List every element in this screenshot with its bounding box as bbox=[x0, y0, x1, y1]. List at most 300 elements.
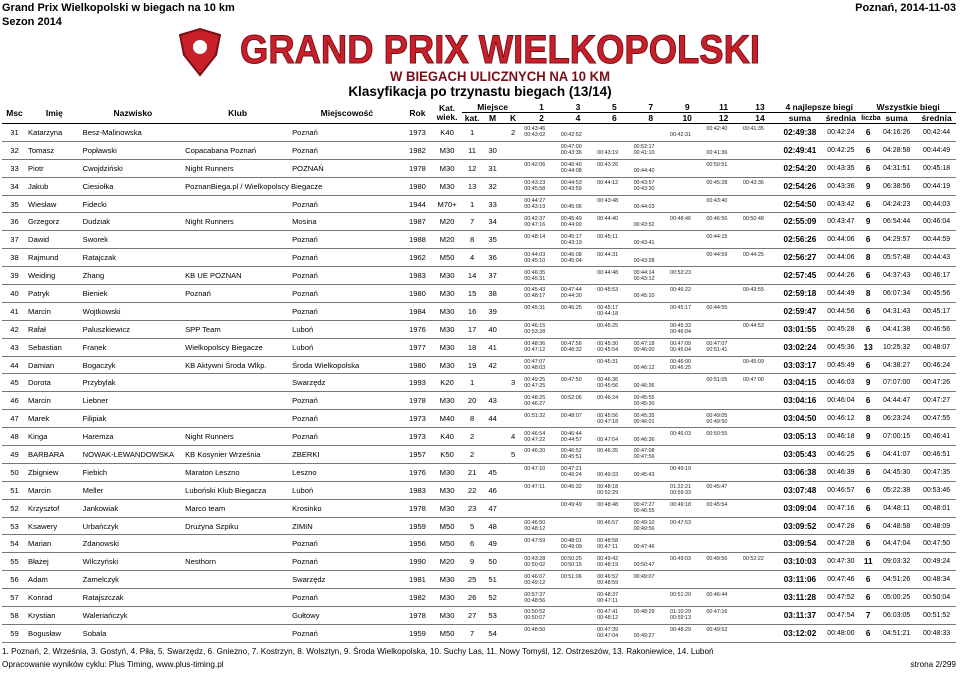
race-number-10: 10 bbox=[682, 113, 692, 123]
cell-miejsce-kat: 23 bbox=[462, 499, 482, 517]
race-time-14 bbox=[743, 454, 777, 460]
cell-miejsce-k bbox=[503, 320, 523, 338]
race-time-14 bbox=[743, 204, 777, 210]
cell-all-sum: 04:41:07 bbox=[876, 446, 917, 464]
race-time-11: 00:44:55 bbox=[706, 305, 728, 312]
cell-race-times bbox=[633, 571, 669, 589]
cell-klub: Poznań bbox=[184, 285, 291, 303]
cell-msc: 59 bbox=[2, 624, 27, 642]
cell-best4-sum: 02:59:47 bbox=[778, 302, 821, 320]
cell-race-times bbox=[705, 499, 741, 517]
cell-race-times bbox=[560, 374, 596, 392]
cell-miejsce-k bbox=[503, 249, 523, 267]
race-time-3: 00:47:44 bbox=[560, 287, 582, 294]
cell-race-times bbox=[633, 446, 669, 464]
cell-race-times bbox=[523, 213, 559, 231]
cell-all-sum: 07:07:00 bbox=[876, 374, 917, 392]
cell-race-times bbox=[669, 517, 705, 535]
cell-all-sum: 06:54:44 bbox=[876, 213, 917, 231]
cell-miejscowosc: Środa Wielkopolska bbox=[291, 356, 403, 374]
cell-miejscowosc: Gułtowy bbox=[291, 607, 403, 625]
cell-race-times bbox=[523, 392, 559, 410]
cell-race-times bbox=[705, 231, 741, 249]
race-time-9: 00:47:09 bbox=[669, 341, 691, 348]
race-time-9: 00:46:22 bbox=[669, 287, 691, 294]
race-time-12 bbox=[706, 508, 740, 514]
cell-miejsce-m: 34 bbox=[482, 213, 502, 231]
cell-msc: 41 bbox=[2, 302, 27, 320]
cell-count: 6 bbox=[860, 571, 876, 589]
race-time-1: 00:48:14 bbox=[524, 233, 546, 240]
cell-imie: Adam bbox=[27, 571, 82, 589]
cell-msc: 32 bbox=[2, 141, 27, 159]
cell-race-times bbox=[596, 481, 632, 499]
cell-race-times bbox=[633, 499, 669, 517]
race-time-14 bbox=[743, 311, 777, 317]
cell-rok: 1988 bbox=[403, 231, 433, 249]
cell-race-times bbox=[560, 535, 596, 553]
race-time-10 bbox=[670, 598, 704, 604]
race-time-2 bbox=[524, 454, 558, 460]
cell-miejsce-k bbox=[503, 267, 523, 285]
cell-race-times bbox=[596, 231, 632, 249]
race-time-11: 00:45:47 bbox=[706, 484, 728, 491]
race-time-4: 00:44:00 bbox=[560, 221, 582, 228]
cell-all-avg: 00:48:07 bbox=[917, 338, 956, 356]
cell-race-times bbox=[633, 159, 669, 177]
race-time-12 bbox=[706, 240, 740, 246]
race-time-8: 00:41:10 bbox=[633, 150, 655, 157]
cell-race-times bbox=[596, 320, 632, 338]
cell-race-times bbox=[742, 302, 778, 320]
classification-title: Klasyfikacja po trzynastu biegach (13/14) bbox=[348, 84, 612, 99]
cell-kat: M30 bbox=[432, 141, 462, 159]
cell-msc: 38 bbox=[2, 249, 27, 267]
cell-best4-sum: 02:59:18 bbox=[778, 285, 821, 303]
race-time-13: 00:50:48 bbox=[742, 215, 764, 222]
cell-race-times bbox=[523, 499, 559, 517]
cell-all-avg: 00:46:41 bbox=[917, 428, 956, 446]
cell-race-times bbox=[633, 481, 669, 499]
cell-miejscowosc: Poznań bbox=[291, 553, 403, 571]
cell-race-times bbox=[633, 177, 669, 195]
race-time-12: 00:41:36 bbox=[706, 150, 728, 157]
cell-miejsce-k bbox=[503, 624, 523, 642]
cell-race-times bbox=[560, 428, 596, 446]
cell-all-avg: 00:51:52 bbox=[917, 607, 956, 625]
col-m-m: M bbox=[482, 113, 502, 124]
cell-nazwisko: Dudziak bbox=[82, 213, 184, 231]
cell-race-times bbox=[596, 446, 632, 464]
race-time-14 bbox=[743, 186, 777, 192]
race-time-5: 00:46:52 bbox=[597, 573, 619, 580]
table-row bbox=[2, 589, 956, 607]
cell-best4-sum: 03:12:02 bbox=[778, 624, 821, 642]
cell-race-times bbox=[523, 428, 559, 446]
cell-race-times bbox=[560, 195, 596, 213]
cell-race-times bbox=[633, 267, 669, 285]
cell-klub: Wielkopolscy Biegacze bbox=[184, 338, 291, 356]
cell-imie: Rafał bbox=[27, 320, 82, 338]
cell-race-times bbox=[705, 553, 741, 571]
race-time-4 bbox=[561, 526, 595, 532]
cell-race-times bbox=[633, 320, 669, 338]
race-time-3: 00:46:32 bbox=[560, 484, 582, 491]
cell-best4-avg: 00:47:28 bbox=[822, 517, 861, 535]
cell-race-times bbox=[560, 338, 596, 356]
race-time-5: 00:46:36 bbox=[597, 376, 619, 383]
cell-miejsce-kat: 2 bbox=[462, 446, 482, 464]
cell-all-avg: 00:44:19 bbox=[917, 177, 956, 195]
race-time-12 bbox=[706, 258, 740, 264]
cell-race-times bbox=[669, 446, 705, 464]
cell-race-times bbox=[596, 285, 632, 303]
cell-all-sum: 05:22:38 bbox=[876, 481, 917, 499]
cell-best4-sum: 03:03:17 bbox=[778, 356, 821, 374]
cell-race-times bbox=[705, 535, 741, 553]
cell-nazwisko: Fidecki bbox=[82, 195, 184, 213]
cell-race-times bbox=[523, 285, 559, 303]
cell-best4-sum: 02:56:26 bbox=[778, 231, 821, 249]
banner-sub-text: W BIEGACH ULICZNYCH NA 10 KM bbox=[390, 68, 610, 84]
cell-best4-sum: 02:57:45 bbox=[778, 267, 821, 285]
cell-miejsce-k bbox=[503, 159, 523, 177]
race-time-6 bbox=[597, 240, 631, 246]
cell-rok: 1977 bbox=[403, 338, 433, 356]
race-time-6 bbox=[597, 365, 631, 371]
cell-best4-sum: 03:05:43 bbox=[778, 446, 821, 464]
race-time-4 bbox=[561, 401, 595, 407]
cell-race-times bbox=[669, 481, 705, 499]
cell-nazwisko: Besz-Malinowska bbox=[82, 124, 184, 142]
race-time-1: 00:47:11 bbox=[524, 484, 545, 491]
cell-imie: Rajmund bbox=[27, 249, 82, 267]
cell-best4-avg: 00:47:16 bbox=[822, 499, 861, 517]
cell-best4-sum: 03:09:04 bbox=[778, 499, 821, 517]
race-time-6: 00:43:19 bbox=[597, 150, 619, 157]
race-time-10 bbox=[670, 258, 704, 264]
race-time-10 bbox=[670, 454, 704, 460]
race-time-6 bbox=[597, 204, 631, 210]
race-time-14 bbox=[743, 276, 777, 282]
race-time-1: 00:46:07 bbox=[524, 573, 546, 580]
race-time-3: 00:48:01 bbox=[560, 537, 582, 544]
cell-miejsce-kat: 13 bbox=[462, 177, 482, 195]
race-time-8 bbox=[634, 598, 668, 604]
race-time-13: 00:43:36 bbox=[742, 180, 764, 187]
race-time-6: 00:45:54 bbox=[597, 347, 619, 354]
cell-race-times bbox=[742, 374, 778, 392]
table-row bbox=[2, 481, 956, 499]
cell-all-sum: 04:51:26 bbox=[876, 571, 917, 589]
cell-klub: Luboński Klub Biegacza bbox=[184, 481, 291, 499]
cell-kat: K40 bbox=[432, 124, 462, 142]
race-time-8: 00:49:27 bbox=[633, 633, 655, 640]
cell-count: 6 bbox=[860, 141, 876, 159]
race-time-2 bbox=[524, 168, 558, 174]
cell-race-times bbox=[596, 249, 632, 267]
race-time-5: 00:44:31 bbox=[597, 251, 619, 258]
cell-msc: 33 bbox=[2, 159, 27, 177]
race-time-12 bbox=[706, 580, 740, 586]
cell-count: 9 bbox=[860, 213, 876, 231]
cell-race-times bbox=[705, 446, 741, 464]
race-number-1: 1 bbox=[539, 102, 544, 112]
race-time-8: 00:46:55 bbox=[633, 508, 655, 515]
race-time-11: 00:49:56 bbox=[706, 555, 728, 562]
race-time-8: 00:45:10 bbox=[633, 293, 655, 300]
race-time-5: 00:48:58 bbox=[597, 537, 619, 544]
cell-miejscowosc: Mosina bbox=[291, 213, 403, 231]
cell-race-times bbox=[742, 553, 778, 571]
cell-all-avg: 00:47:50 bbox=[917, 535, 956, 553]
race-time-5: 00:44:40 bbox=[597, 215, 619, 222]
cell-best4-sum: 02:55:09 bbox=[778, 213, 821, 231]
table-row bbox=[2, 535, 956, 553]
race-time-4 bbox=[561, 365, 595, 371]
cell-all-avg: 00:49:24 bbox=[917, 553, 956, 571]
cell-all-sum: 04:45:30 bbox=[876, 463, 917, 481]
cell-all-avg: 00:44:49 bbox=[917, 141, 956, 159]
cell-race-times bbox=[523, 338, 559, 356]
race-time-5: 00:43:26 bbox=[597, 162, 619, 169]
cell-race-times bbox=[742, 624, 778, 642]
col-liczba: liczba bbox=[861, 114, 881, 122]
cell-best4-avg: 00:46:12 bbox=[822, 410, 861, 428]
race-time-2: 00:43:19 bbox=[524, 204, 546, 210]
race-legend: 1. Poznań, 2. Września, 3. Gostyń, 4. Piła, 5. Swarzędz, 6. Gniezno, 7. Kostrzyn, 8. Wolsztyn, 9. Środa Wielkopolska, 10. Suchy Las, 11. Nowy Tomyśl, 12. Ostrzeszów, 13. Rakoniewice, 14. Luboń bbox=[2, 647, 714, 656]
cell-race-times bbox=[669, 338, 705, 356]
race-time-1: 00:51:32 bbox=[524, 412, 546, 419]
cell-all-sum: 06:07:34 bbox=[876, 285, 917, 303]
col-kat: Kat. wiek. bbox=[432, 102, 462, 124]
cell-miejscowosc: Luboń bbox=[291, 481, 403, 499]
cell-msc: 34 bbox=[2, 177, 27, 195]
cell-miejsce-m: 44 bbox=[482, 410, 502, 428]
cell-miejsce-kat: 26 bbox=[462, 589, 482, 607]
cell-race-times bbox=[742, 267, 778, 285]
race-time-12 bbox=[706, 490, 740, 496]
cell-race-times bbox=[742, 320, 778, 338]
cell-miejscowosc: Poznań bbox=[291, 141, 403, 159]
race-time-4 bbox=[561, 508, 595, 514]
cell-miejsce-k bbox=[503, 463, 523, 481]
cell-race-times bbox=[742, 124, 778, 142]
race-time-2: 00:49:12 bbox=[524, 579, 546, 586]
race-time-5: 00:44:12 bbox=[597, 180, 619, 187]
cell-miejscowosc: Poznań bbox=[291, 624, 403, 642]
page-number: strona 2/299 bbox=[910, 660, 956, 669]
race-time-13: 00:47:00 bbox=[742, 376, 764, 383]
cell-race-times bbox=[633, 517, 669, 535]
cell-race-times bbox=[633, 302, 669, 320]
col-races-odd bbox=[523, 102, 778, 113]
cell-race-times bbox=[596, 124, 632, 142]
cell-msc: 50 bbox=[2, 463, 27, 481]
cell-all-avg: 00:47:35 bbox=[917, 463, 956, 481]
cell-miejscowosc: Poznań bbox=[291, 249, 403, 267]
race-time-13: 00:44:53 bbox=[742, 323, 764, 330]
cell-best4-avg: 00:43:36 bbox=[822, 177, 861, 195]
cell-best4-sum: 03:09:54 bbox=[778, 535, 821, 553]
race-time-5: 00:44:48 bbox=[597, 269, 619, 276]
cell-race-times bbox=[596, 428, 632, 446]
cell-race-times bbox=[596, 607, 632, 625]
cell-imie: Grzegorz bbox=[27, 213, 82, 231]
race-time-7: 00:45:35 bbox=[633, 412, 655, 419]
race-time-1: 00:42:37 bbox=[524, 215, 546, 222]
cell-all-sum: 04:44:47 bbox=[876, 392, 917, 410]
race-time-5: 00:48:48 bbox=[597, 502, 619, 509]
cell-race-times bbox=[523, 571, 559, 589]
cell-race-times bbox=[596, 589, 632, 607]
race-time-9: 00:46:00 bbox=[669, 359, 691, 366]
cell-miejscowosc: Poznań bbox=[291, 285, 403, 303]
race-time-3: 00:46:25 bbox=[560, 305, 582, 312]
cell-miejsce-m: 39 bbox=[482, 302, 502, 320]
cell-all-avg: 00:45:17 bbox=[917, 302, 956, 320]
race-time-8 bbox=[634, 329, 668, 335]
cell-race-times bbox=[523, 267, 559, 285]
race-time-10: 00:45:04 bbox=[669, 347, 691, 354]
cell-msc: 51 bbox=[2, 481, 27, 499]
cell-all-avg: 00:48:34 bbox=[917, 571, 956, 589]
cell-race-times bbox=[596, 624, 632, 642]
race-time-11: 00:43:40 bbox=[706, 198, 728, 204]
cell-rok: 1962 bbox=[403, 249, 433, 267]
cell-miejsce-kat: 7 bbox=[462, 624, 482, 642]
cell-klub bbox=[184, 231, 291, 249]
race-time-12 bbox=[706, 132, 740, 138]
cell-race-times bbox=[669, 195, 705, 213]
race-time-8 bbox=[634, 580, 668, 586]
race-time-4 bbox=[561, 633, 595, 639]
race-time-12 bbox=[706, 526, 740, 532]
race-time-12 bbox=[706, 598, 740, 604]
cell-race-times bbox=[669, 589, 705, 607]
race-time-7: 00:49:07 bbox=[633, 573, 655, 580]
race-time-14 bbox=[743, 365, 777, 371]
race-time-5: 00:46:57 bbox=[597, 520, 619, 527]
race-time-5: 00:45:11 bbox=[597, 233, 618, 240]
race-time-2: 00:43:02 bbox=[524, 132, 546, 139]
cell-all-avg: 00:46:56 bbox=[917, 320, 956, 338]
cell-race-times bbox=[560, 499, 596, 517]
cell-best4-sum: 02:54:20 bbox=[778, 159, 821, 177]
race-time-4: 00:43:59 bbox=[560, 186, 582, 193]
cell-all-avg: 00:46:04 bbox=[917, 213, 956, 231]
race-time-9: 00:53:23 bbox=[669, 269, 691, 276]
race-time-1: 00:46:20 bbox=[524, 448, 546, 455]
cell-all-avg: 00:46:24 bbox=[917, 356, 956, 374]
cell-msc: 37 bbox=[2, 231, 27, 249]
cell-miejscowosc: POZNAŃ bbox=[291, 159, 403, 177]
race-time-6: 00:47:04 bbox=[597, 436, 619, 443]
cell-kat: M30 bbox=[432, 285, 462, 303]
race-time-3: 00:49:49 bbox=[560, 502, 582, 509]
cell-best4-sum: 03:04:50 bbox=[778, 410, 821, 428]
race-time-10 bbox=[670, 276, 704, 282]
cell-msc: 58 bbox=[2, 607, 27, 625]
race-time-6 bbox=[597, 401, 631, 407]
race-time-2: 00:48:03 bbox=[524, 365, 546, 372]
race-time-10 bbox=[670, 383, 704, 389]
cell-rok: 1978 bbox=[403, 159, 433, 177]
cell-miejsce-kat: 19 bbox=[462, 356, 482, 374]
race-time-1: 00:57:37 bbox=[524, 591, 546, 598]
cell-miejscowosc: Poznań bbox=[291, 410, 403, 428]
race-time-6: 00:47:04 bbox=[597, 633, 619, 640]
cell-klub bbox=[184, 410, 291, 428]
cell-klub: Night Runners bbox=[184, 428, 291, 446]
race-time-11: 00:47:16 bbox=[706, 609, 728, 616]
table-row bbox=[2, 392, 956, 410]
cell-race-times bbox=[705, 607, 741, 625]
cell-klub: PoznanBiega.pl / Wielkopolscy Biegacze bbox=[184, 177, 291, 195]
cell-count: 8 bbox=[860, 410, 876, 428]
cell-all-avg: 00:50:04 bbox=[917, 589, 956, 607]
cell-miejscowosc: Poznań bbox=[291, 589, 403, 607]
cell-rok: 1973 bbox=[403, 428, 433, 446]
race-time-4 bbox=[561, 329, 595, 335]
cell-best4-avg: 00:47:30 bbox=[822, 553, 861, 571]
race-time-14 bbox=[743, 240, 777, 246]
cell-count: 9 bbox=[860, 374, 876, 392]
race-time-10 bbox=[670, 437, 704, 443]
race-time-9: 00:45:33 bbox=[669, 323, 691, 330]
cell-msc: 47 bbox=[2, 410, 27, 428]
col-m-kat: kat. bbox=[462, 113, 482, 124]
cell-best4-avg: 00:44:06 bbox=[822, 231, 861, 249]
cell-race-times bbox=[523, 553, 559, 571]
cell-race-times bbox=[742, 607, 778, 625]
cell-all-sum: 04:48:11 bbox=[876, 499, 917, 517]
cell-race-times bbox=[596, 535, 632, 553]
cell-all-sum: 04:38:27 bbox=[876, 356, 917, 374]
cell-race-times bbox=[669, 285, 705, 303]
table-row bbox=[2, 499, 956, 517]
cell-imie: Bogusław bbox=[27, 624, 82, 642]
cell-race-times bbox=[560, 392, 596, 410]
race-time-7: 00:48:29 bbox=[633, 609, 655, 616]
cell-imie: Sebastian bbox=[27, 338, 82, 356]
cell-miejsce-k bbox=[503, 535, 523, 553]
race-time-1: 00:47:10 bbox=[524, 466, 546, 473]
cell-all-avg: 00:45:56 bbox=[917, 285, 956, 303]
cell-all-sum: 04:16:26 bbox=[876, 124, 917, 142]
race-time-10 bbox=[670, 240, 704, 246]
cell-rok: 1983 bbox=[403, 481, 433, 499]
race-time-6: 00:48:59 bbox=[597, 579, 619, 586]
race-time-11: 00:42:40 bbox=[706, 126, 728, 133]
race-time-2: 00:48:56 bbox=[524, 597, 546, 604]
cell-count: 13 bbox=[860, 338, 876, 356]
cell-nazwisko: Zdanowski bbox=[82, 535, 184, 553]
cell-race-times bbox=[705, 249, 741, 267]
race-time-1: 00:42:06 bbox=[524, 162, 546, 169]
cell-best4-avg: 00:46:04 bbox=[822, 392, 861, 410]
cell-miejsce-m: 42 bbox=[482, 356, 502, 374]
race-time-4 bbox=[561, 580, 595, 586]
cell-miejsce-k: 4 bbox=[503, 428, 523, 446]
table-row bbox=[2, 159, 956, 177]
table-row bbox=[2, 302, 956, 320]
cell-miejsce-k bbox=[503, 141, 523, 159]
cell-race-times bbox=[705, 624, 741, 642]
cell-race-times bbox=[560, 320, 596, 338]
cell-kat: M20 bbox=[432, 553, 462, 571]
cell-race-times bbox=[705, 356, 741, 374]
